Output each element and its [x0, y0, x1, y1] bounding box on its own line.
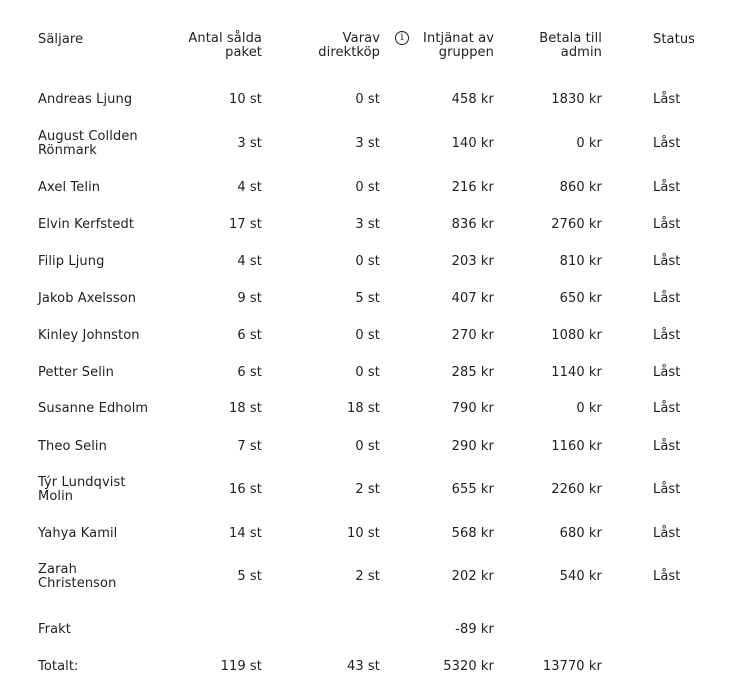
cell-pay: 1140 kr: [551, 365, 602, 380]
cell-pay: 0 kr: [576, 401, 602, 416]
cell-sold: 6 st: [237, 328, 262, 343]
cell-sold: 6 st: [237, 365, 262, 380]
cell-pay: 2260 kr: [551, 482, 602, 497]
cell-sold: 5 st: [237, 569, 262, 584]
cell-direct: 3 st: [355, 136, 380, 151]
cell-earned: 568 kr: [451, 526, 494, 541]
cell-pay: 810 kr: [559, 254, 602, 269]
cell-direct: 10 st: [346, 526, 380, 541]
column-header-direct-line1: Varav: [342, 31, 380, 46]
seller-name: August Collden Rönmark: [38, 129, 138, 158]
cell-sold: 14 st: [228, 526, 262, 541]
status-badge: Låst: [653, 439, 681, 454]
totals-label: Totalt:: [38, 659, 79, 674]
cell-earned: 290 kr: [451, 439, 494, 454]
status-badge: Låst: [653, 482, 681, 497]
column-header-direct-line2: direktköp: [318, 45, 380, 60]
column-header-earned-line1: Intjänat av: [423, 31, 494, 46]
status-badge: Låst: [653, 328, 681, 343]
column-header-earned-line2: gruppen: [438, 45, 494, 60]
cell-pay: 1830 kr: [551, 92, 602, 107]
cell-pay: 540 kr: [559, 569, 602, 584]
status-badge: Låst: [653, 254, 681, 269]
totals-pay: 13770 kr: [542, 659, 602, 674]
cell-sold: 9 st: [237, 291, 262, 306]
seller-name: Filip Ljung: [38, 254, 105, 269]
cell-sold: 7 st: [237, 439, 262, 454]
column-header-pay-line2: admin: [560, 45, 602, 60]
cell-sold: 17 st: [228, 217, 262, 232]
seller-name: Kinley Johnston: [38, 328, 140, 343]
cell-earned: 790 kr: [451, 401, 494, 416]
cell-earned: 458 kr: [451, 92, 494, 107]
seller-name: Zarah Christenson: [38, 562, 117, 591]
cell-sold: 4 st: [237, 254, 262, 269]
status-badge: Låst: [653, 569, 681, 584]
cell-earned: 203 kr: [451, 254, 494, 269]
totals-direct: 43 st: [346, 659, 380, 674]
cell-earned: 140 kr: [451, 136, 494, 151]
column-header-seller: Säljare: [38, 32, 84, 47]
totals-sold: 119 st: [220, 659, 262, 674]
cell-pay: 650 kr: [559, 291, 602, 306]
cell-sold: 3 st: [237, 136, 262, 151]
column-header-sold-line1: Antal sålda: [188, 31, 262, 46]
cell-direct: 2 st: [355, 569, 380, 584]
seller-name: Elvin Kerfstedt: [38, 217, 135, 232]
cell-sold: 10 st: [228, 92, 262, 107]
seller-name: Andreas Ljung: [38, 92, 133, 107]
cell-direct: 2 st: [355, 482, 380, 497]
seller-name: Theo Selin: [38, 439, 107, 454]
seller-name: Týr Lundqvist Molin: [38, 475, 126, 504]
status-badge: Låst: [653, 365, 681, 380]
cell-direct: 0 st: [355, 254, 380, 269]
status-badge: Låst: [653, 291, 681, 306]
cell-earned: 836 kr: [451, 217, 494, 232]
cell-sold: 18 st: [228, 401, 262, 416]
cell-sold: 16 st: [228, 482, 262, 497]
column-header-pay: [539, 32, 602, 60]
cell-direct: 18 st: [346, 401, 380, 416]
totals-earned: 5320 kr: [443, 659, 494, 674]
seller-name: Axel Telin: [38, 180, 101, 195]
cell-pay: 1160 kr: [551, 439, 602, 454]
cell-direct: 5 st: [355, 291, 380, 306]
status-badge: Låst: [653, 217, 681, 232]
cell-direct: 0 st: [355, 92, 380, 107]
shipping-label: Frakt: [38, 622, 71, 637]
seller-name: Petter Selin: [38, 365, 114, 380]
cell-direct: 0 st: [355, 365, 380, 380]
status-badge: Låst: [653, 180, 681, 195]
cell-earned: 202 kr: [451, 569, 494, 584]
cell-direct: 3 st: [355, 217, 380, 232]
cell-earned: 270 kr: [451, 328, 494, 343]
seller-name: Susanne Edholm: [38, 401, 149, 416]
cell-pay: 860 kr: [559, 180, 602, 195]
cell-pay: 0 kr: [576, 136, 602, 151]
cell-direct: 0 st: [355, 328, 380, 343]
cell-earned: 216 kr: [451, 180, 494, 195]
cell-pay: 680 kr: [559, 526, 602, 541]
cell-earned: 285 kr: [451, 365, 494, 380]
cell-pay: 2760 kr: [551, 217, 602, 232]
status-badge: Låst: [653, 526, 681, 541]
status-badge: Låst: [653, 136, 681, 151]
shipping-earned: -89 kr: [455, 622, 494, 637]
column-header-earned: [423, 32, 494, 60]
status-badge: Låst: [653, 92, 681, 107]
cell-direct: 0 st: [355, 439, 380, 454]
cell-earned: 655 kr: [451, 482, 494, 497]
info-icon[interactable]: i: [395, 31, 409, 45]
status-badge: Låst: [653, 401, 681, 416]
cell-direct: 0 st: [355, 180, 380, 195]
seller-name: Jakob Axelsson: [38, 291, 137, 306]
seller-name: Yahya Kamil: [38, 526, 118, 541]
column-header-sold-line2: paket: [225, 45, 262, 60]
column-header-status: Status: [653, 32, 696, 47]
cell-earned: 407 kr: [451, 291, 494, 306]
column-header-sold: [188, 32, 262, 60]
cell-sold: 4 st: [237, 180, 262, 195]
column-header-direct: [318, 32, 380, 60]
cell-pay: 1080 kr: [551, 328, 602, 343]
column-header-pay-line1: Betala till: [539, 31, 602, 46]
